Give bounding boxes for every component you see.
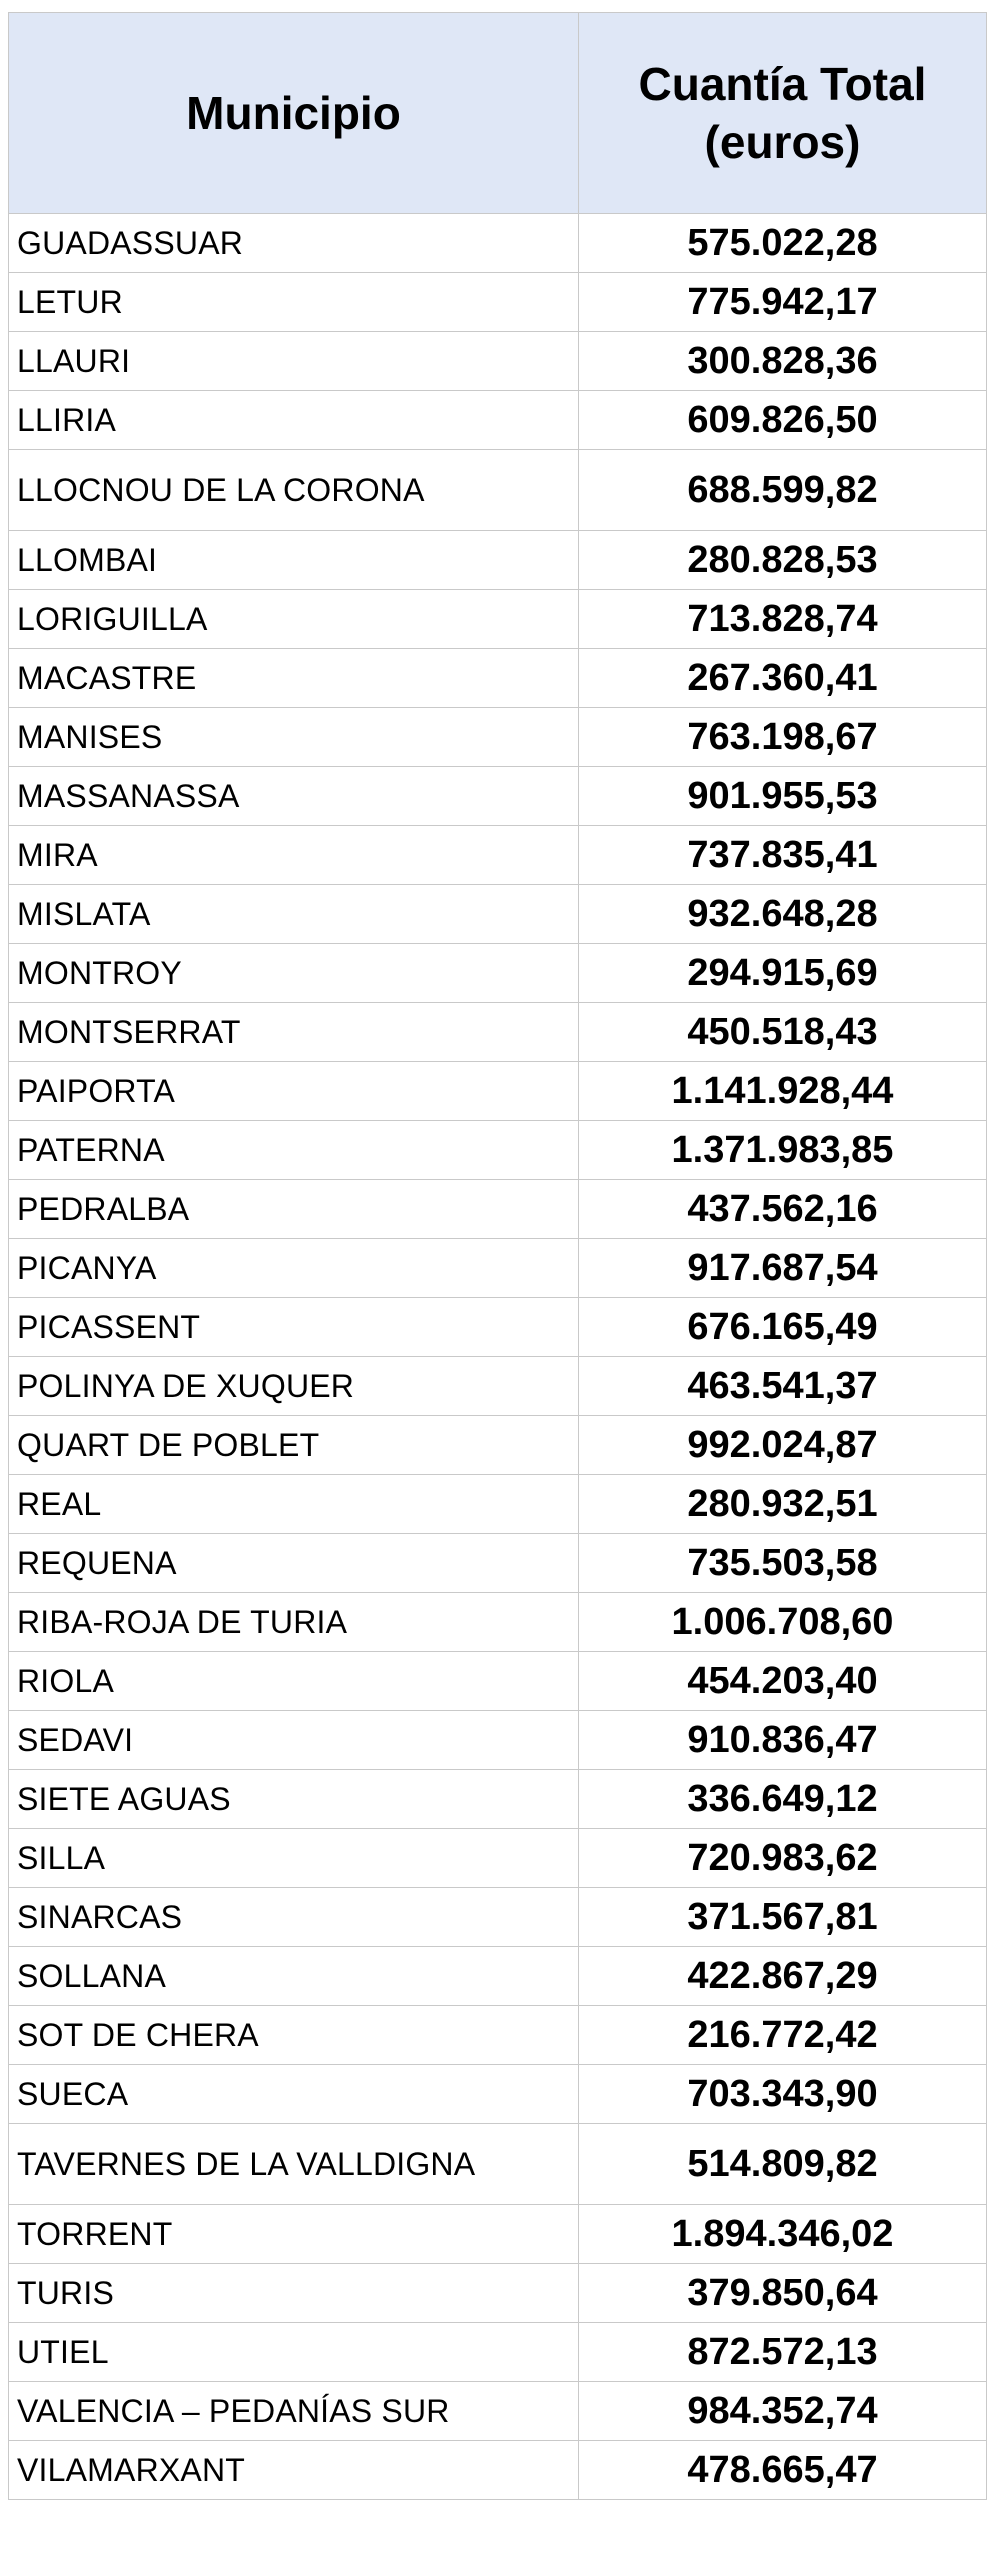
municipal-funding-table-container xyxy=(8,12,986,2500)
table-row xyxy=(9,767,987,826)
cell-municipio: MANISES xyxy=(9,708,579,767)
table-row xyxy=(9,531,987,590)
table-row xyxy=(9,1298,987,1357)
table-row xyxy=(9,2441,987,2500)
table-row xyxy=(9,708,987,767)
cell-cuantia: 720.983,62 xyxy=(579,1829,987,1888)
cell-municipio: RIBA-ROJA DE TURIA xyxy=(9,1593,579,1652)
table-row xyxy=(9,1888,987,1947)
table-body xyxy=(9,214,987,2500)
cell-cuantia: 932.648,28 xyxy=(579,885,987,944)
table-row xyxy=(9,332,987,391)
cell-cuantia: 917.687,54 xyxy=(579,1239,987,1298)
cell-cuantia: 454.203,40 xyxy=(579,1652,987,1711)
table-row xyxy=(9,1770,987,1829)
cell-cuantia: 992.024,87 xyxy=(579,1416,987,1475)
cell-cuantia: 737.835,41 xyxy=(579,826,987,885)
table-row xyxy=(9,590,987,649)
table-row xyxy=(9,1593,987,1652)
table-row xyxy=(9,944,987,1003)
cell-municipio: SIETE AGUAS xyxy=(9,1770,579,1829)
table-row xyxy=(9,649,987,708)
cell-cuantia: 216.772,42 xyxy=(579,2006,987,2065)
cell-cuantia: 379.850,64 xyxy=(579,2264,987,2323)
cell-municipio: SOT DE CHERA xyxy=(9,2006,579,2065)
header-municipio xyxy=(9,13,579,214)
cell-municipio: TURIS xyxy=(9,2264,579,2323)
cell-cuantia: 1.006.708,60 xyxy=(579,1593,987,1652)
cell-municipio: MASSANASSA xyxy=(9,767,579,826)
cell-cuantia: 450.518,43 xyxy=(579,1003,987,1062)
table-row xyxy=(9,2065,987,2124)
cell-municipio: TAVERNES DE LA VALLDIGNA xyxy=(9,2124,579,2205)
cell-municipio: LORIGUILLA xyxy=(9,590,579,649)
cell-cuantia: 463.541,37 xyxy=(579,1357,987,1416)
table-row xyxy=(9,2205,987,2264)
cell-municipio: TORRENT xyxy=(9,2205,579,2264)
cell-cuantia: 609.826,50 xyxy=(579,391,987,450)
cell-cuantia: 713.828,74 xyxy=(579,590,987,649)
cell-municipio: GUADASSUAR xyxy=(9,214,579,273)
cell-municipio: MONTSERRAT xyxy=(9,1003,579,1062)
cell-municipio: LETUR xyxy=(9,273,579,332)
header-municipio-label: Municipio xyxy=(186,87,401,139)
header-row xyxy=(9,13,987,214)
table-row xyxy=(9,1357,987,1416)
cell-municipio: QUART DE POBLET xyxy=(9,1416,579,1475)
cell-cuantia: 575.022,28 xyxy=(579,214,987,273)
cell-cuantia: 910.836,47 xyxy=(579,1711,987,1770)
cell-cuantia: 1.371.983,85 xyxy=(579,1121,987,1180)
cell-municipio: SOLLANA xyxy=(9,1947,579,2006)
cell-municipio: SEDAVI xyxy=(9,1711,579,1770)
cell-municipio: LLOCNOU DE LA CORONA xyxy=(9,450,579,531)
cell-municipio: REAL xyxy=(9,1475,579,1534)
table-row xyxy=(9,2264,987,2323)
cell-municipio: MONTROY xyxy=(9,944,579,1003)
cell-cuantia: 280.932,51 xyxy=(579,1475,987,1534)
cell-cuantia: 300.828,36 xyxy=(579,332,987,391)
table-row xyxy=(9,2006,987,2065)
table-row xyxy=(9,1475,987,1534)
table-row xyxy=(9,1652,987,1711)
cell-cuantia: 478.665,47 xyxy=(579,2441,987,2500)
cell-cuantia: 294.915,69 xyxy=(579,944,987,1003)
cell-cuantia: 735.503,58 xyxy=(579,1534,987,1593)
table-header xyxy=(9,13,987,214)
table-row xyxy=(9,2382,987,2441)
cell-cuantia: 280.828,53 xyxy=(579,531,987,590)
cell-municipio: REQUENA xyxy=(9,1534,579,1593)
cell-cuantia: 371.567,81 xyxy=(579,1888,987,1947)
cell-municipio: PEDRALBA xyxy=(9,1180,579,1239)
cell-cuantia: 1.141.928,44 xyxy=(579,1062,987,1121)
table-row xyxy=(9,2124,987,2205)
table-row xyxy=(9,885,987,944)
table-row xyxy=(9,1239,987,1298)
table-row xyxy=(9,1534,987,1593)
header-cuantia-total xyxy=(579,13,987,214)
cell-cuantia: 336.649,12 xyxy=(579,1770,987,1829)
table-row xyxy=(9,1947,987,2006)
cell-municipio: VALENCIA – PEDANÍAS SUR xyxy=(9,2382,579,2441)
cell-cuantia: 267.360,41 xyxy=(579,649,987,708)
cell-municipio: SILLA xyxy=(9,1829,579,1888)
table-row xyxy=(9,450,987,531)
cell-cuantia: 763.198,67 xyxy=(579,708,987,767)
table-row xyxy=(9,1711,987,1770)
cell-cuantia: 984.352,74 xyxy=(579,2382,987,2441)
cell-cuantia: 437.562,16 xyxy=(579,1180,987,1239)
cell-municipio: LLOMBAI xyxy=(9,531,579,590)
cell-cuantia: 775.942,17 xyxy=(579,273,987,332)
cell-municipio: MIRA xyxy=(9,826,579,885)
cell-municipio: MISLATA xyxy=(9,885,579,944)
cell-municipio: PICANYA xyxy=(9,1239,579,1298)
cell-cuantia: 703.343,90 xyxy=(579,2065,987,2124)
cell-municipio: LLIRIA xyxy=(9,391,579,450)
table-row xyxy=(9,391,987,450)
table-row xyxy=(9,1062,987,1121)
cell-cuantia: 676.165,49 xyxy=(579,1298,987,1357)
cell-cuantia: 901.955,53 xyxy=(579,767,987,826)
table-row xyxy=(9,826,987,885)
cell-municipio: PICASSENT xyxy=(9,1298,579,1357)
cell-cuantia: 872.572,13 xyxy=(579,2323,987,2382)
cell-municipio: SUECA xyxy=(9,2065,579,2124)
table-row xyxy=(9,1003,987,1062)
header-cuantia-line2: (euros) xyxy=(704,116,861,168)
cell-municipio: SINARCAS xyxy=(9,1888,579,1947)
table-row xyxy=(9,273,987,332)
cell-cuantia: 514.809,82 xyxy=(579,2124,987,2205)
cell-cuantia: 422.867,29 xyxy=(579,1947,987,2006)
table-row xyxy=(9,2323,987,2382)
header-cuantia-line1: Cuantía Total xyxy=(638,58,927,110)
municipal-funding-table xyxy=(8,12,987,2500)
cell-cuantia: 688.599,82 xyxy=(579,450,987,531)
cell-municipio: MACASTRE xyxy=(9,649,579,708)
cell-municipio: RIOLA xyxy=(9,1652,579,1711)
table-row xyxy=(9,1180,987,1239)
cell-municipio: UTIEL xyxy=(9,2323,579,2382)
table-row xyxy=(9,1829,987,1888)
cell-municipio: PAIPORTA xyxy=(9,1062,579,1121)
cell-municipio: PATERNA xyxy=(9,1121,579,1180)
cell-municipio: POLINYA DE XUQUER xyxy=(9,1357,579,1416)
table-row xyxy=(9,214,987,273)
cell-municipio: LLAURI xyxy=(9,332,579,391)
cell-municipio: VILAMARXANT xyxy=(9,2441,579,2500)
table-row xyxy=(9,1416,987,1475)
cell-cuantia: 1.894.346,02 xyxy=(579,2205,987,2264)
table-row xyxy=(9,1121,987,1180)
